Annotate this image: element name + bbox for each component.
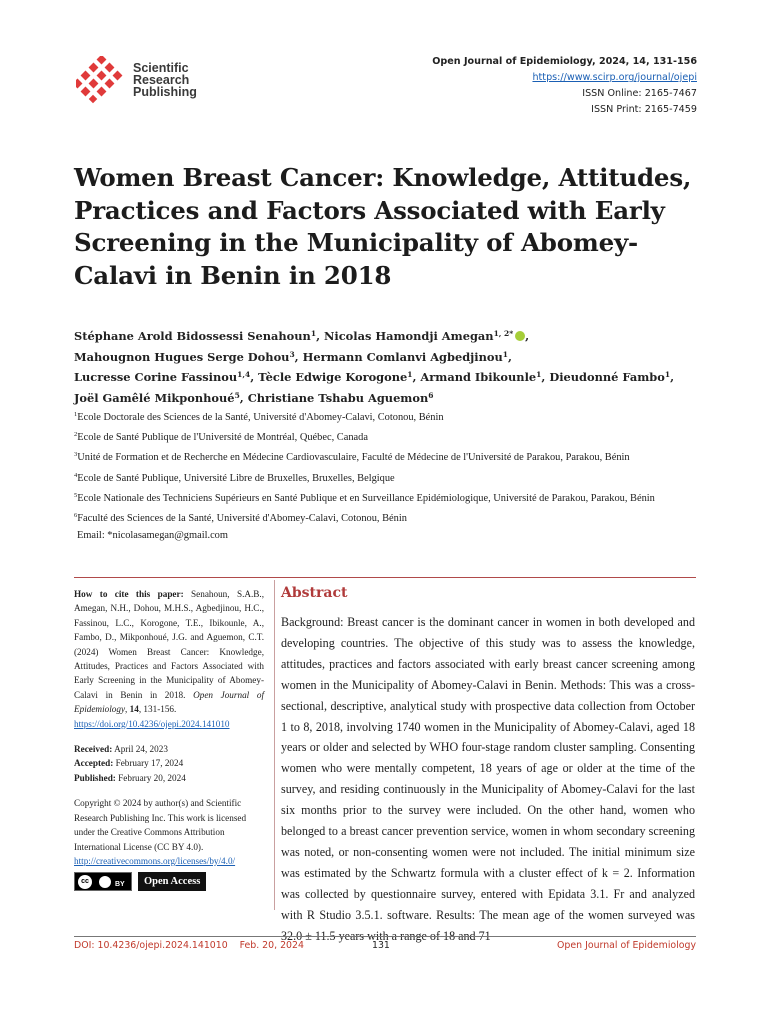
section-divider	[74, 577, 696, 578]
footer-divider	[74, 936, 696, 937]
received-date: Received: April 24, 2023	[74, 744, 168, 755]
article-sidebar	[74, 587, 264, 891]
affiliations	[74, 406, 702, 544]
person-icon	[99, 876, 111, 888]
author-line-3: Lucresse Corine Fassinou$^{1,4}$, Tècle Edwige Korogone$^1$, Armand Ibikounle$^1$, Dieudonné Fambo$^1$,	[74, 370, 675, 384]
journal-url-link[interactable]: https://www.scirp.org/journal/ojepi	[532, 72, 697, 83]
issn-print: ISSN Print: 2165-7459	[591, 104, 697, 115]
affiliation-item: $^3$Unité de Formation et de Recherche en Médecine Cardiovasculaire, Faculté de Médecine de l'Université de Parakou, Parakou, Bénin	[74, 451, 630, 464]
footer-doi: DOI: 10.4236/ojepi.2024.141010 Feb. 20, 2024	[74, 940, 304, 951]
accepted-date: Accepted: February 17, 2024	[74, 758, 184, 769]
author-line-2: Mahougnon Hugues Serge Dohou$^3$, Hermann Comlanvi Agbedjinou$^1$,	[74, 349, 512, 364]
paper-title: Women Breast Cancer: Knowledge, Attitudes, Practices and Factors Associated with Early Screening in the Municipality of Abomey-Calavi in Benin in 2018	[74, 163, 692, 290]
author-line-4: Joël Gamêlé Mikponhoué$^5$, Christiane Tshabu Aguemon$^6$	[74, 390, 434, 405]
license-link[interactable]: http://creativecommons.org/licenses/by/4.0/	[74, 855, 236, 866]
cc-icon: cc	[78, 875, 92, 889]
column-divider	[274, 580, 275, 910]
open-access-badge: Open Access	[138, 872, 206, 891]
affiliation-item: $^4$Ecole de Santé Publique, Université Libre de Bruxelles, Bruxelles, Belgique	[74, 471, 395, 484]
affiliation-item: $^2$Ecole de Santé Publique de l'Université de Montréal, Québec, Canada	[74, 431, 368, 444]
citation-block: How to cite this paper: Senahoun, S.A.B., Amegan, N.H., Dohou, M.H.S., Agbedjinou, H.C., Fassinou, L.C., Korogone, T.E., Ibikounle, A., Fambo, D., Mikponhoué, J.G. and Aguemon, C.T. (2024) Women Breast Cancer: Knowledge, Attitudes, Practices and Factors Associated with Early Screening in the Municipality of Abomey-Calavi in Benin in 2018. Open Journal of Epidemiology, 14, 131-156. https://doi.org/10.4236/ojepi.2024.141010	[74, 587, 264, 731]
footer-journal: Open Journal of Epidemiology	[557, 940, 696, 951]
doi-link[interactable]: https://doi.org/10.4236/ojepi.2024.141010	[74, 718, 230, 729]
affiliation-item: $^5$Ecole Nationale des Techniciens Supérieurs en Santé Publique et en Surveillance Epidémiologique, Université de Parakou, Parakou, Bénin	[74, 491, 655, 504]
cc-by-badge[interactable]: cc BY	[74, 872, 132, 891]
publisher-name: Scientific Research Publishing	[133, 61, 197, 99]
orcid-icon[interactable]	[515, 331, 525, 341]
abstract-text: Background: Breast cancer is the dominant cancer in women in both developed and developing countries. The objective of this study was to assess the knowledge, attitudes, practices and factors associated with early breast cancer screening among women in the Municipality of Abomey-Calavi in Benin. Methods: This was a cross-sectional, descriptive, analytical study with prospective data collection from October 1 to 8, 2018, involving 1740 women in the Municipality of Abomey-Calavi, aged 18 years or older and selected by WHO four-stage random cluster sampling. Consenting women who were mentally competent, 18 years of age or older at the time of the survey, and residing continuously in the Municipality of Abomey-Calavi for the last six months prior to the survey were included. On the other hand, women who belonged to a breast cancer prevention service, women in whom secondary screening was noted, or non-consenting women were not included. The initial minimum size was estimated by the Schwartz formula with a cluster effect of k = 2. Information was collected by questionnaire survey, entered with Epidata 3.1. Fr and analyzed with R Studio 3.5.1. software. Results: The mean age of the women surveyed was 32.0 ± 11.5 years with a range of 18 and 71	[281, 615, 695, 943]
page-number: 131	[372, 940, 390, 951]
corresponding-email: Email: *nicolasamegan@gmail.com	[77, 530, 228, 542]
abstract-heading: Abstract	[281, 585, 348, 601]
affiliation-item: $^1$Ecole Doctorale des Sciences de la Santé, Université d'Abomey-Calavi, Cotonou, Bénin	[74, 411, 444, 423]
author-list	[74, 325, 714, 407]
author-line-1: Stéphane Arold Bidossessi Senahoun$^1$, Nicolas Hamondji Amegan$^{1, 2*}$ ,	[74, 329, 530, 343]
issn-online: ISSN Online: 2165-7467	[582, 88, 697, 99]
copyright-notice: Copyright © 2024 by author(s) and Scientific Research Publishing Inc. This work is licensed under the Creative Commons Attribution International License (CC BY 4.0).	[74, 798, 247, 852]
affiliation-item: $^6$Faculté des Sciences de la Santé, Université d'Abomey-Calavi, Cotonou, Bénin	[74, 512, 407, 525]
published-date: Published: February 20, 2024	[74, 772, 186, 783]
journal-citation: Open Journal of Epidemiology, 2024, 14, 131-156	[432, 56, 697, 67]
journal-info	[432, 54, 697, 118]
